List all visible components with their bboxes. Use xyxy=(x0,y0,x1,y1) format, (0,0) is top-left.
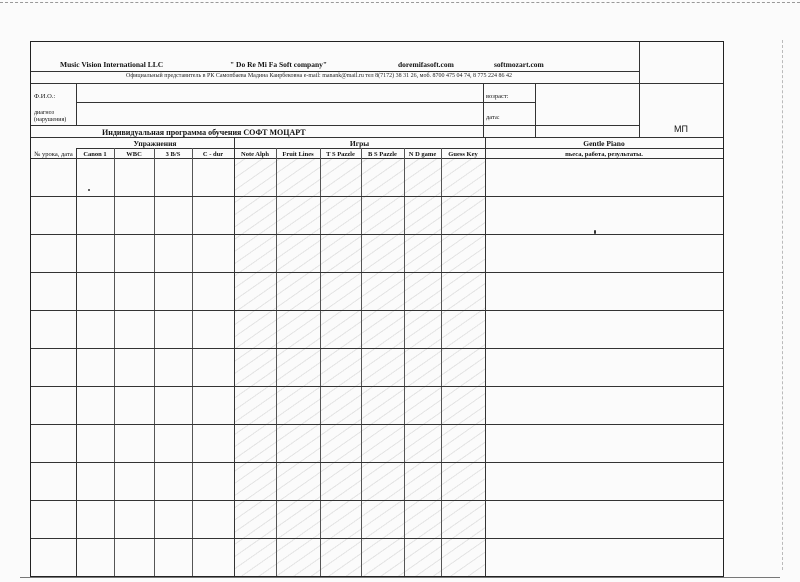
age-box-right xyxy=(535,83,536,138)
games-shaded-area xyxy=(234,158,485,576)
fields-right-divider xyxy=(483,83,484,138)
col-lesson-date: № урока, дата xyxy=(34,151,73,158)
table-row-divider xyxy=(31,196,723,197)
stamp-box-border xyxy=(639,42,640,137)
page-top-edge xyxy=(0,2,800,3)
brand-name: " Do Re Mi Fa Soft company" xyxy=(230,60,328,69)
scan-speck xyxy=(88,189,90,191)
col-piece-results: пьеса, работа, результаты. xyxy=(565,151,643,158)
col-nd-game: N D game xyxy=(408,151,437,158)
col-fruit-lines: Fruit Lines xyxy=(282,151,314,158)
title-bottom-line xyxy=(31,137,723,138)
col-note-alph: Note Alph xyxy=(241,151,269,158)
lesson-form xyxy=(30,41,724,577)
date-label: дата: xyxy=(486,114,500,121)
page-bottom-edge xyxy=(20,577,780,578)
table-row-divider xyxy=(31,424,723,425)
col-divider xyxy=(192,148,193,576)
age-label: возраст: xyxy=(486,93,509,100)
group-gentle-piano: Gentle Piano xyxy=(583,139,625,148)
col-divider xyxy=(441,148,442,576)
col-divider xyxy=(485,137,486,576)
contact-divider xyxy=(31,83,723,84)
table-row-divider xyxy=(31,386,723,387)
program-title: Индивидуальная программа обучения СОФТ МОЦАРТ xyxy=(102,128,306,137)
col-divider xyxy=(76,148,77,576)
table-row-divider xyxy=(31,310,723,311)
group-games: Игры xyxy=(349,139,370,148)
table-row-divider xyxy=(31,234,723,235)
header-divider xyxy=(31,71,639,72)
col-divider xyxy=(320,148,321,576)
col-guess-key: Guess Key xyxy=(448,151,478,158)
field-label-divider xyxy=(76,83,77,125)
col-canon-1: Canon 1 xyxy=(83,151,107,158)
group-bottom-line xyxy=(76,148,723,149)
company-name: Music Vision International LLC xyxy=(60,60,164,69)
scan-speck xyxy=(594,230,596,234)
header-bottom-line xyxy=(31,158,723,159)
diagnosis-note: (нарушения) xyxy=(34,117,67,123)
website-softmozart: softmozart.com xyxy=(494,60,544,69)
scan-edge xyxy=(782,40,783,570)
table-row-divider xyxy=(31,500,723,501)
representative-info: Официальный представитель в РК Самопбаева Мадина Каирбековна e-mail: manank@mail.ru тел 8(7172) 38 31 26, моб. 8700 475 04 74, 8 775 224 86 42 xyxy=(126,73,513,79)
col-wbc: WBC xyxy=(126,151,142,158)
col-bs-pazzle: B S Pazzle xyxy=(368,151,397,158)
col-c-dur: C - dur xyxy=(202,151,224,158)
table-row-divider xyxy=(31,272,723,273)
col-3-bs: 3 B/S xyxy=(165,151,181,158)
table-row-divider xyxy=(31,348,723,349)
col-divider xyxy=(404,148,405,576)
table-row-divider xyxy=(31,538,723,539)
group-exercises: Упражнения xyxy=(133,139,177,148)
col-divider xyxy=(361,148,362,576)
table-row-divider xyxy=(31,462,723,463)
col-divider xyxy=(276,148,277,576)
col-divider xyxy=(234,137,235,576)
stamp-label: МП xyxy=(674,124,688,134)
diagnosis-label: диагноз xyxy=(34,110,54,116)
fields-bottom-line xyxy=(31,125,639,126)
col-divider xyxy=(114,148,115,576)
col-ts-pazzle: T S Pazzle xyxy=(326,151,355,158)
fio-line xyxy=(76,102,483,103)
age-line xyxy=(483,102,535,103)
col-divider xyxy=(154,148,155,576)
website-doremifasoft: doremifasoft.com xyxy=(398,60,454,69)
fio-label: Ф.И.О.: xyxy=(34,93,56,100)
